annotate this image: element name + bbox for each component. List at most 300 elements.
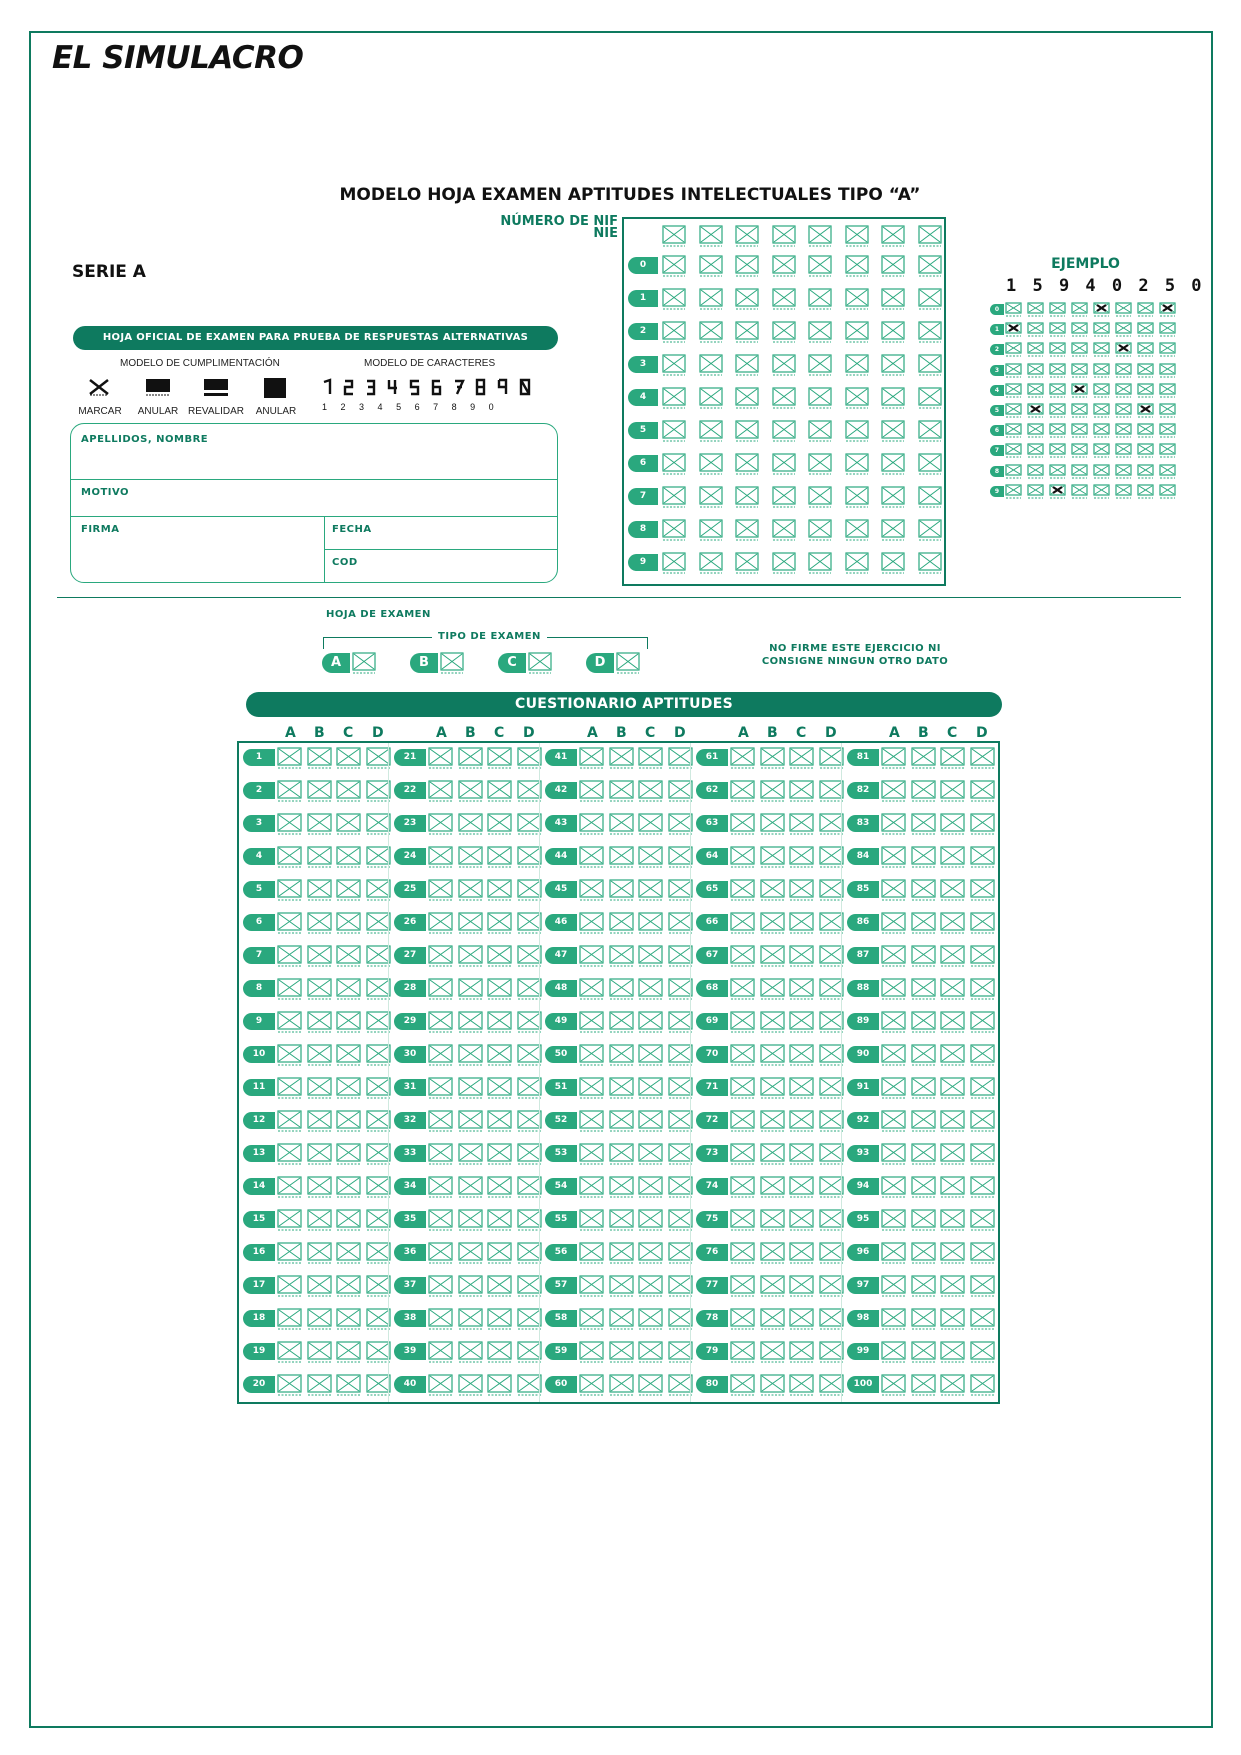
- answer-box-a[interactable]: [579, 1176, 604, 1198]
- answer-box-b[interactable]: [458, 1176, 483, 1198]
- example-answer-box[interactable]: [1137, 363, 1154, 378]
- answer-box-b[interactable]: [760, 1077, 785, 1099]
- answer-box-c[interactable]: [638, 1275, 663, 1297]
- answer-box-a[interactable]: [428, 978, 453, 1000]
- answer-box-a[interactable]: [277, 1374, 302, 1396]
- answer-box-a[interactable]: [881, 1044, 906, 1066]
- answer-box-c[interactable]: [336, 1110, 361, 1132]
- answer-box-d[interactable]: [819, 1110, 844, 1132]
- answer-box-d[interactable]: [668, 1110, 693, 1132]
- nif-answer-box[interactable]: [845, 354, 869, 376]
- example-answer-box[interactable]: [1071, 383, 1088, 398]
- answer-box-d[interactable]: [366, 1341, 391, 1363]
- answer-box-d[interactable]: [970, 879, 995, 901]
- answer-box-a[interactable]: [428, 1176, 453, 1198]
- example-answer-box[interactable]: [1159, 322, 1176, 337]
- answer-box-d[interactable]: [970, 912, 995, 934]
- answer-box-a[interactable]: [277, 1209, 302, 1231]
- answer-box-c[interactable]: [638, 846, 663, 868]
- answer-box-d[interactable]: [970, 1011, 995, 1033]
- answer-box-a[interactable]: [881, 1176, 906, 1198]
- answer-box-c[interactable]: [638, 1077, 663, 1099]
- nif-answer-box[interactable]: [772, 552, 796, 574]
- answer-box-b[interactable]: [458, 747, 483, 769]
- answer-box-d[interactable]: [819, 1209, 844, 1231]
- answer-box-a[interactable]: [428, 1044, 453, 1066]
- answer-box-d[interactable]: [819, 813, 844, 835]
- answer-box-a[interactable]: [881, 912, 906, 934]
- answer-box-d[interactable]: [517, 1341, 542, 1363]
- answer-box-b[interactable]: [911, 1143, 936, 1165]
- answer-box-a[interactable]: [730, 879, 755, 901]
- answer-box-d[interactable]: [366, 978, 391, 1000]
- answer-box-a[interactable]: [277, 1275, 302, 1297]
- answer-box-a[interactable]: [730, 1242, 755, 1264]
- answer-box-d[interactable]: [819, 1275, 844, 1297]
- example-answer-box[interactable]: [1027, 363, 1044, 378]
- example-answer-box[interactable]: [1115, 322, 1132, 337]
- answer-box-b[interactable]: [911, 1341, 936, 1363]
- example-answer-box[interactable]: [1093, 383, 1110, 398]
- answer-box-a[interactable]: [277, 1176, 302, 1198]
- answer-box-d[interactable]: [517, 1077, 542, 1099]
- answer-box-c[interactable]: [638, 912, 663, 934]
- answer-box-a[interactable]: [881, 846, 906, 868]
- answer-box-d[interactable]: [970, 813, 995, 835]
- answer-box-c[interactable]: [638, 747, 663, 769]
- exam-type-box-d[interactable]: [616, 652, 640, 674]
- answer-box-c[interactable]: [638, 879, 663, 901]
- nif-answer-box[interactable]: [845, 288, 869, 310]
- example-answer-box[interactable]: [1027, 484, 1044, 499]
- nif-answer-box[interactable]: [881, 519, 905, 541]
- answer-box-b[interactable]: [458, 978, 483, 1000]
- example-answer-box[interactable]: [1005, 464, 1022, 479]
- answer-box-b[interactable]: [307, 879, 332, 901]
- answer-box-b[interactable]: [458, 1242, 483, 1264]
- answer-box-a[interactable]: [428, 1077, 453, 1099]
- answer-box-d[interactable]: [970, 846, 995, 868]
- answer-box-d[interactable]: [970, 1242, 995, 1264]
- nif-answer-box[interactable]: [735, 552, 759, 574]
- answer-box-c[interactable]: [336, 1308, 361, 1330]
- answer-box-c[interactable]: [336, 846, 361, 868]
- nif-answer-box[interactable]: [699, 552, 723, 574]
- answer-box-c[interactable]: [487, 1077, 512, 1099]
- answer-box-d[interactable]: [819, 1011, 844, 1033]
- answer-box-a[interactable]: [881, 1209, 906, 1231]
- nif-answer-box[interactable]: [881, 321, 905, 343]
- answer-box-d[interactable]: [970, 1341, 995, 1363]
- answer-box-d[interactable]: [819, 912, 844, 934]
- example-answer-box[interactable]: [1115, 464, 1132, 479]
- answer-box-b[interactable]: [458, 1341, 483, 1363]
- answer-box-d[interactable]: [970, 780, 995, 802]
- answer-box-d[interactable]: [819, 1374, 844, 1396]
- answer-box-c[interactable]: [336, 1209, 361, 1231]
- answer-box-b[interactable]: [307, 1275, 332, 1297]
- example-answer-box[interactable]: [1005, 484, 1022, 499]
- answer-box-c[interactable]: [336, 1044, 361, 1066]
- answer-box-a[interactable]: [277, 780, 302, 802]
- example-answer-box[interactable]: [1071, 484, 1088, 499]
- answer-box-c[interactable]: [940, 1242, 965, 1264]
- answer-box-c[interactable]: [789, 1209, 814, 1231]
- answer-box-b[interactable]: [911, 747, 936, 769]
- nif-answer-box[interactable]: [662, 519, 686, 541]
- answer-box-c[interactable]: [789, 945, 814, 967]
- nif-answer-box[interactable]: [699, 519, 723, 541]
- answer-box-d[interactable]: [366, 879, 391, 901]
- answer-box-c[interactable]: [638, 978, 663, 1000]
- example-answer-box[interactable]: [1115, 342, 1132, 357]
- answer-box-d[interactable]: [366, 1143, 391, 1165]
- answer-box-a[interactable]: [881, 1341, 906, 1363]
- answer-box-a[interactable]: [881, 879, 906, 901]
- answer-box-a[interactable]: [428, 1209, 453, 1231]
- example-answer-box[interactable]: [1137, 423, 1154, 438]
- example-answer-box[interactable]: [1093, 423, 1110, 438]
- answer-box-c[interactable]: [789, 1110, 814, 1132]
- nif-answer-box[interactable]: [808, 420, 832, 442]
- example-answer-box[interactable]: [1049, 302, 1066, 317]
- answer-box-c[interactable]: [336, 1011, 361, 1033]
- answer-box-b[interactable]: [458, 1374, 483, 1396]
- answer-box-b[interactable]: [609, 1044, 634, 1066]
- nif-answer-box[interactable]: [662, 552, 686, 574]
- answer-box-a[interactable]: [881, 747, 906, 769]
- answer-box-a[interactable]: [579, 846, 604, 868]
- answer-box-b[interactable]: [609, 1077, 634, 1099]
- answer-box-c[interactable]: [940, 1143, 965, 1165]
- answer-box-b[interactable]: [760, 1143, 785, 1165]
- answer-box-a[interactable]: [428, 912, 453, 934]
- answer-box-a[interactable]: [579, 1011, 604, 1033]
- example-answer-box[interactable]: [1005, 443, 1022, 458]
- answer-box-a[interactable]: [277, 1110, 302, 1132]
- answer-box-b[interactable]: [458, 879, 483, 901]
- answer-box-b[interactable]: [307, 945, 332, 967]
- answer-box-b[interactable]: [609, 813, 634, 835]
- nif-answer-box[interactable]: [735, 288, 759, 310]
- example-answer-box[interactable]: [1027, 342, 1044, 357]
- nif-answer-box[interactable]: [881, 552, 905, 574]
- example-answer-box[interactable]: [1005, 383, 1022, 398]
- answer-box-d[interactable]: [366, 846, 391, 868]
- nif-answer-box[interactable]: [772, 420, 796, 442]
- answer-box-c[interactable]: [638, 780, 663, 802]
- nif-answer-box[interactable]: [881, 486, 905, 508]
- example-answer-box[interactable]: [1071, 464, 1088, 479]
- example-answer-box[interactable]: [1071, 423, 1088, 438]
- nif-header-box[interactable]: [699, 225, 723, 247]
- answer-box-b[interactable]: [609, 1341, 634, 1363]
- answer-box-b[interactable]: [911, 1209, 936, 1231]
- exam-type-box-c[interactable]: [528, 652, 552, 674]
- answer-box-a[interactable]: [730, 1341, 755, 1363]
- answer-box-c[interactable]: [789, 1044, 814, 1066]
- nif-answer-box[interactable]: [808, 552, 832, 574]
- answer-box-a[interactable]: [881, 813, 906, 835]
- answer-box-b[interactable]: [760, 1110, 785, 1132]
- answer-box-a[interactable]: [579, 1275, 604, 1297]
- answer-box-c[interactable]: [789, 813, 814, 835]
- answer-box-b[interactable]: [911, 1110, 936, 1132]
- answer-box-a[interactable]: [428, 879, 453, 901]
- answer-box-d[interactable]: [517, 1011, 542, 1033]
- example-answer-box[interactable]: [1027, 423, 1044, 438]
- nif-answer-box[interactable]: [881, 354, 905, 376]
- example-answer-box[interactable]: [1027, 403, 1044, 418]
- answer-box-c[interactable]: [638, 1110, 663, 1132]
- answer-box-b[interactable]: [609, 1011, 634, 1033]
- answer-box-d[interactable]: [517, 1308, 542, 1330]
- example-answer-box[interactable]: [1005, 423, 1022, 438]
- example-answer-box[interactable]: [1027, 322, 1044, 337]
- nif-answer-box[interactable]: [881, 255, 905, 277]
- answer-box-c[interactable]: [789, 1275, 814, 1297]
- answer-box-a[interactable]: [428, 780, 453, 802]
- nif-answer-box[interactable]: [772, 354, 796, 376]
- answer-box-d[interactable]: [970, 1209, 995, 1231]
- answer-box-d[interactable]: [970, 945, 995, 967]
- example-answer-box[interactable]: [1115, 302, 1132, 317]
- answer-box-b[interactable]: [609, 879, 634, 901]
- answer-box-d[interactable]: [819, 780, 844, 802]
- nif-answer-box[interactable]: [772, 387, 796, 409]
- answer-box-c[interactable]: [940, 912, 965, 934]
- answer-box-c[interactable]: [940, 1275, 965, 1297]
- nif-header-box[interactable]: [845, 225, 869, 247]
- example-answer-box[interactable]: [1071, 342, 1088, 357]
- nif-answer-box[interactable]: [845, 387, 869, 409]
- nif-answer-box[interactable]: [918, 321, 942, 343]
- answer-box-c[interactable]: [940, 978, 965, 1000]
- answer-box-b[interactable]: [458, 1308, 483, 1330]
- answer-box-c[interactable]: [336, 747, 361, 769]
- answer-box-b[interactable]: [307, 813, 332, 835]
- answer-box-a[interactable]: [579, 912, 604, 934]
- example-answer-box[interactable]: [1115, 484, 1132, 499]
- nif-answer-box[interactable]: [735, 255, 759, 277]
- answer-box-d[interactable]: [366, 780, 391, 802]
- answer-box-d[interactable]: [970, 1110, 995, 1132]
- answer-box-b[interactable]: [911, 1044, 936, 1066]
- answer-box-c[interactable]: [940, 1044, 965, 1066]
- nif-header-box[interactable]: [662, 225, 686, 247]
- answer-box-d[interactable]: [970, 1275, 995, 1297]
- answer-box-a[interactable]: [277, 813, 302, 835]
- example-answer-box[interactable]: [1049, 383, 1066, 398]
- answer-box-b[interactable]: [307, 1011, 332, 1033]
- answer-box-d[interactable]: [668, 1044, 693, 1066]
- exam-type-box-b[interactable]: [440, 652, 464, 674]
- example-answer-box[interactable]: [1071, 302, 1088, 317]
- answer-box-a[interactable]: [579, 978, 604, 1000]
- answer-box-a[interactable]: [277, 1143, 302, 1165]
- answer-box-b[interactable]: [458, 1110, 483, 1132]
- answer-box-d[interactable]: [517, 1143, 542, 1165]
- answer-box-a[interactable]: [881, 1011, 906, 1033]
- answer-box-d[interactable]: [668, 978, 693, 1000]
- answer-box-b[interactable]: [911, 912, 936, 934]
- answer-box-a[interactable]: [730, 846, 755, 868]
- answer-box-b[interactable]: [609, 1110, 634, 1132]
- answer-box-a[interactable]: [277, 1308, 302, 1330]
- nif-answer-box[interactable]: [808, 387, 832, 409]
- example-answer-box[interactable]: [1049, 443, 1066, 458]
- answer-box-c[interactable]: [487, 1044, 512, 1066]
- answer-box-b[interactable]: [307, 1077, 332, 1099]
- nif-header-box[interactable]: [735, 225, 759, 247]
- answer-box-a[interactable]: [730, 1275, 755, 1297]
- answer-box-c[interactable]: [487, 1176, 512, 1198]
- example-answer-box[interactable]: [1159, 484, 1176, 499]
- nif-answer-box[interactable]: [918, 519, 942, 541]
- answer-box-c[interactable]: [336, 1077, 361, 1099]
- nif-answer-box[interactable]: [845, 519, 869, 541]
- answer-box-d[interactable]: [668, 813, 693, 835]
- answer-box-b[interactable]: [609, 846, 634, 868]
- example-answer-box[interactable]: [1049, 363, 1066, 378]
- answer-box-d[interactable]: [517, 780, 542, 802]
- answer-box-b[interactable]: [760, 1341, 785, 1363]
- answer-box-c[interactable]: [638, 1374, 663, 1396]
- answer-box-c[interactable]: [638, 945, 663, 967]
- answer-box-a[interactable]: [579, 1077, 604, 1099]
- answer-box-a[interactable]: [881, 1242, 906, 1264]
- answer-box-a[interactable]: [730, 978, 755, 1000]
- answer-box-c[interactable]: [638, 1044, 663, 1066]
- answer-box-d[interactable]: [970, 978, 995, 1000]
- example-answer-box[interactable]: [1093, 443, 1110, 458]
- answer-box-d[interactable]: [366, 747, 391, 769]
- answer-box-b[interactable]: [760, 1242, 785, 1264]
- answer-box-d[interactable]: [517, 1110, 542, 1132]
- answer-box-a[interactable]: [579, 1341, 604, 1363]
- example-answer-box[interactable]: [1115, 383, 1132, 398]
- nif-answer-box[interactable]: [845, 255, 869, 277]
- answer-box-c[interactable]: [336, 945, 361, 967]
- answer-box-d[interactable]: [366, 1011, 391, 1033]
- nif-answer-box[interactable]: [845, 420, 869, 442]
- answer-box-b[interactable]: [911, 945, 936, 967]
- answer-box-c[interactable]: [789, 1374, 814, 1396]
- answer-box-a[interactable]: [428, 945, 453, 967]
- nif-answer-box[interactable]: [735, 486, 759, 508]
- nif-answer-box[interactable]: [662, 486, 686, 508]
- nif-answer-box[interactable]: [772, 486, 796, 508]
- answer-box-d[interactable]: [517, 813, 542, 835]
- answer-box-a[interactable]: [881, 1374, 906, 1396]
- example-answer-box[interactable]: [1137, 484, 1154, 499]
- answer-box-c[interactable]: [789, 879, 814, 901]
- example-answer-box[interactable]: [1137, 443, 1154, 458]
- answer-box-a[interactable]: [730, 1176, 755, 1198]
- example-answer-box[interactable]: [1093, 403, 1110, 418]
- answer-box-c[interactable]: [487, 747, 512, 769]
- example-answer-box[interactable]: [1027, 443, 1044, 458]
- nif-answer-box[interactable]: [845, 321, 869, 343]
- answer-box-d[interactable]: [970, 1143, 995, 1165]
- nif-answer-box[interactable]: [918, 288, 942, 310]
- answer-box-c[interactable]: [789, 1308, 814, 1330]
- answer-box-d[interactable]: [819, 1341, 844, 1363]
- answer-box-c[interactable]: [487, 945, 512, 967]
- answer-box-b[interactable]: [609, 945, 634, 967]
- answer-box-a[interactable]: [730, 1044, 755, 1066]
- answer-box-a[interactable]: [277, 1242, 302, 1264]
- answer-box-d[interactable]: [366, 945, 391, 967]
- nif-answer-box[interactable]: [662, 354, 686, 376]
- nif-header-box[interactable]: [918, 225, 942, 247]
- example-answer-box[interactable]: [1159, 423, 1176, 438]
- answer-box-b[interactable]: [307, 912, 332, 934]
- answer-box-c[interactable]: [336, 912, 361, 934]
- answer-box-c[interactable]: [940, 1110, 965, 1132]
- answer-box-d[interactable]: [366, 1209, 391, 1231]
- nif-header-box[interactable]: [772, 225, 796, 247]
- answer-box-b[interactable]: [458, 780, 483, 802]
- nif-answer-box[interactable]: [772, 255, 796, 277]
- answer-box-d[interactable]: [970, 747, 995, 769]
- answer-box-c[interactable]: [487, 846, 512, 868]
- exam-type-box-a[interactable]: [352, 652, 376, 674]
- answer-box-d[interactable]: [668, 1374, 693, 1396]
- answer-box-d[interactable]: [668, 747, 693, 769]
- answer-box-b[interactable]: [307, 1143, 332, 1165]
- example-answer-box[interactable]: [1115, 363, 1132, 378]
- answer-box-b[interactable]: [609, 1374, 634, 1396]
- answer-box-b[interactable]: [458, 1077, 483, 1099]
- answer-box-c[interactable]: [487, 1308, 512, 1330]
- answer-box-d[interactable]: [668, 912, 693, 934]
- answer-box-d[interactable]: [819, 1308, 844, 1330]
- answer-box-a[interactable]: [881, 978, 906, 1000]
- answer-box-b[interactable]: [609, 1308, 634, 1330]
- answer-box-a[interactable]: [579, 879, 604, 901]
- example-answer-box[interactable]: [1027, 464, 1044, 479]
- answer-box-a[interactable]: [277, 846, 302, 868]
- nif-answer-box[interactable]: [735, 453, 759, 475]
- answer-box-d[interactable]: [366, 1176, 391, 1198]
- answer-box-c[interactable]: [336, 978, 361, 1000]
- example-answer-box[interactable]: [1159, 302, 1176, 317]
- answer-box-d[interactable]: [819, 945, 844, 967]
- example-answer-box[interactable]: [1027, 383, 1044, 398]
- answer-box-d[interactable]: [366, 813, 391, 835]
- example-answer-box[interactable]: [1159, 363, 1176, 378]
- answer-box-c[interactable]: [336, 1242, 361, 1264]
- answer-box-a[interactable]: [730, 780, 755, 802]
- answer-box-d[interactable]: [517, 945, 542, 967]
- example-answer-box[interactable]: [1071, 403, 1088, 418]
- example-answer-box[interactable]: [1071, 443, 1088, 458]
- answer-box-a[interactable]: [881, 1110, 906, 1132]
- nif-answer-box[interactable]: [808, 255, 832, 277]
- answer-box-c[interactable]: [487, 1110, 512, 1132]
- answer-box-b[interactable]: [307, 1044, 332, 1066]
- nif-answer-box[interactable]: [881, 288, 905, 310]
- answer-box-b[interactable]: [760, 1044, 785, 1066]
- example-answer-box[interactable]: [1137, 302, 1154, 317]
- example-answer-box[interactable]: [1093, 322, 1110, 337]
- answer-box-b[interactable]: [307, 1242, 332, 1264]
- answer-box-a[interactable]: [579, 1044, 604, 1066]
- nif-answer-box[interactable]: [845, 552, 869, 574]
- nif-answer-box[interactable]: [808, 321, 832, 343]
- answer-box-a[interactable]: [730, 747, 755, 769]
